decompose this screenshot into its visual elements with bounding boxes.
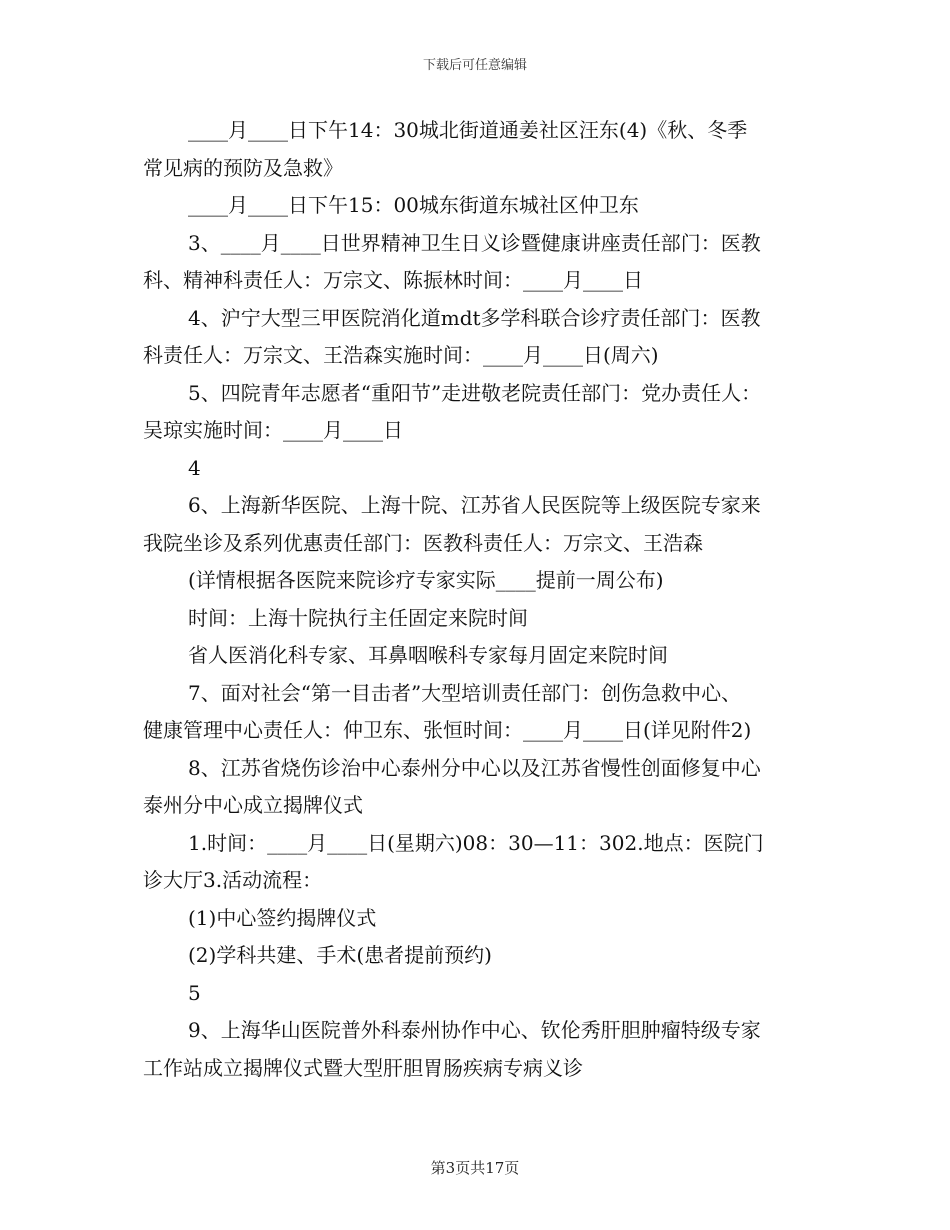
text-line: ____月____日下午15：00城东街道东城社区仲卫东	[188, 193, 639, 217]
text-line: 诊大厅3.活动流程：	[143, 868, 323, 892]
text-line: ____月____日下午14：30城北街道通姜社区汪东(4)《秋、冬季	[188, 118, 748, 142]
text-line: (1)中心签约揭牌仪式	[188, 905, 377, 930]
text-line: 泰州分中心成立揭牌仪式	[143, 793, 363, 817]
text-line: 健康管理中心责任人：仲卫东、张恒时间：____月____日(详见附件2)	[143, 718, 752, 742]
text-line: 5、四院青年志愿者“重阳节”走进敬老院责任部门：党办责任人：	[188, 380, 762, 405]
text-line: 我院坐诊及系列优惠责任部门：医教科责任人：万宗文、王浩森	[143, 530, 703, 555]
text-line: 吴琼实施时间：____月____日	[143, 418, 403, 442]
text-line: 4	[188, 455, 201, 480]
text-line: 时间：上海十院执行主任固定来院时间	[188, 605, 528, 630]
text-line: 科、精神科责任人：万宗文、陈振林时间：____月____日	[143, 268, 643, 292]
page-footer: 第3页共17页	[430, 1159, 520, 1177]
text-line: 科责任人：万宗文、王浩森实施时间：____月____日(周六)	[143, 343, 659, 367]
text-line: 3、____月____日世界精神卫生日义诊暨健康讲座责任部门：医教	[188, 230, 761, 255]
text-line: 5	[188, 980, 201, 1005]
text-line: 7、面对社会“第一目击者”大型培训责任部门：创伤急救中心、	[188, 680, 742, 705]
page-header: 下载后可任意编辑	[422, 58, 527, 73]
document-body	[143, 112, 815, 1087]
text-line: 9、上海华山医院普外科泰州协作中心、钦伦秀肝胆肿瘤特级专家	[188, 1018, 761, 1042]
text-line: 常见病的预防及急救》	[143, 155, 343, 180]
text-line: (详情根据各医院来院诊疗专家实际____提前一周公布)	[188, 568, 664, 592]
text-line: 8、江苏省烧伤诊治中心泰州分中心以及江苏省慢性创面修复中心	[188, 755, 761, 780]
text-line: 工作站成立揭牌仪式暨大型肝胆胃肠疾病专病义诊	[143, 1055, 583, 1080]
text-line: 1.时间：____月____日(星期六)08：30—11：302.地点：医院门	[188, 830, 764, 855]
text-line: 省人医消化科专家、耳鼻咽喉科专家每月固定来院时间	[188, 643, 668, 667]
text-line: 6、上海新华医院、上海十院、江苏省人民医院等上级医院专家来	[188, 493, 761, 517]
text-line: 4、沪宁大型三甲医院消化道mdt多学科联合诊疗责任部门：医教	[188, 305, 761, 330]
text-line: (2)学科共建、手术(患者提前预约)	[188, 943, 492, 967]
